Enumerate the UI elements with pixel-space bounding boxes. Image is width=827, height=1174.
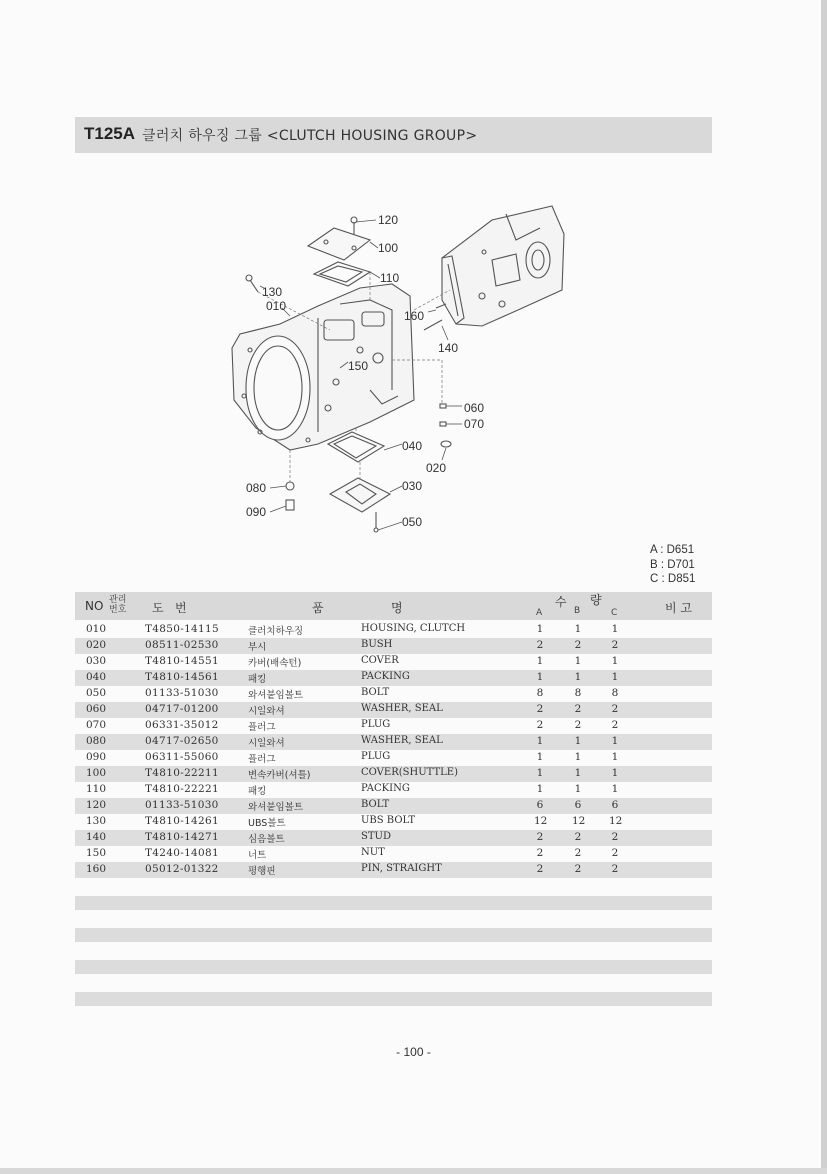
- cell-part-number: 06311-55060: [145, 751, 219, 763]
- table-row: [75, 798, 712, 814]
- cell-qty-c: 2: [611, 831, 619, 843]
- cell-name-en: PLUG: [361, 719, 391, 730]
- cell-qty-c: 8: [611, 687, 619, 699]
- cell-qty-b: 2: [574, 639, 582, 651]
- cell-qty-a: 2: [536, 703, 544, 715]
- section-title: 클러치 하우징 그룹 <CLUTCH HOUSING GROUP>: [142, 128, 478, 144]
- callout-label: 030: [402, 479, 423, 493]
- empty-table-row: [75, 992, 712, 1006]
- table-row: [75, 814, 712, 830]
- model-b: B : D701: [650, 558, 695, 571]
- cell-part-number: 05012-01322: [145, 863, 219, 875]
- table-row: [75, 862, 712, 878]
- page-edge: [821, 0, 827, 1174]
- callout-label: 140: [438, 341, 459, 355]
- cell-qty-a: 2: [536, 831, 544, 843]
- cell-qty-a: 12: [534, 815, 548, 827]
- cell-part-number: T4810-14561: [145, 671, 219, 683]
- cell-no: 120: [86, 799, 107, 811]
- cell-qty-b: 2: [574, 719, 582, 731]
- cell-name-en: PLUG: [361, 751, 391, 762]
- cell-part-number: T4810-14551: [145, 655, 219, 667]
- callout-label: 100: [378, 241, 399, 255]
- cell-part-number: T4810-22221: [145, 783, 219, 795]
- table-row: [75, 750, 712, 766]
- cell-qty-c: 2: [611, 703, 619, 715]
- cell-qty-b: 1: [574, 767, 582, 779]
- table-row: [75, 638, 712, 654]
- header-mgmt-top: 관리: [109, 595, 127, 605]
- table-row: [75, 622, 712, 638]
- cell-qty-a: 2: [536, 719, 544, 731]
- empty-table-row: [75, 960, 712, 974]
- header-col-b: B: [574, 606, 581, 616]
- cell-no: 100: [86, 767, 107, 779]
- parts-table-body: [75, 622, 712, 878]
- cell-qty-c: 1: [611, 655, 619, 667]
- header-mgmt-bottom: 번호: [109, 605, 127, 615]
- cell-name-kr: 시일와셔: [248, 738, 285, 749]
- header-qty-2: 량: [590, 593, 602, 607]
- cell-qty-b: 1: [574, 671, 582, 683]
- cell-qty-c: 1: [611, 735, 619, 747]
- table-header: [75, 592, 712, 620]
- cell-qty-a: 6: [536, 799, 544, 811]
- page-edge: [0, 1168, 827, 1174]
- section-code: T125A: [84, 124, 136, 143]
- cell-qty-c: 1: [611, 623, 619, 635]
- cell-qty-b: 2: [574, 863, 582, 875]
- cell-qty-a: 1: [536, 767, 544, 779]
- cell-name-en: COVER(SHUTTLE): [361, 767, 458, 778]
- empty-table-row: [75, 928, 712, 942]
- callout-label: 040: [402, 439, 423, 453]
- header-col-a: A: [536, 608, 543, 618]
- cell-name-kr: 시일와셔: [248, 706, 285, 717]
- cell-qty-b: 2: [574, 831, 582, 843]
- cell-qty-c: 2: [611, 639, 619, 651]
- cell-no: 040: [86, 671, 107, 683]
- callout-label: 070: [464, 417, 485, 431]
- callout-label: 130: [262, 285, 283, 299]
- cell-qty-a: 2: [536, 863, 544, 875]
- cell-qty-c: 6: [611, 799, 619, 811]
- cell-qty-a: 1: [536, 671, 544, 683]
- cell-part-number: 01133-51030: [145, 687, 219, 699]
- cell-name-en: BOLT: [361, 799, 390, 810]
- cell-name-kr: 와셔붙임볼트: [248, 802, 304, 813]
- cell-qty-a: 1: [536, 783, 544, 795]
- callout-label: 010: [266, 299, 287, 313]
- table-row: [75, 830, 712, 846]
- table-row: [75, 766, 712, 782]
- cell-no: 140: [86, 831, 107, 843]
- cell-part-number: T4850-14115: [145, 623, 219, 635]
- cell-qty-a: 8: [536, 687, 544, 699]
- cell-no: 060: [86, 703, 107, 715]
- cell-qty-c: 1: [611, 751, 619, 763]
- cell-qty-a: 1: [536, 751, 544, 763]
- cell-qty-b: 2: [574, 847, 582, 859]
- cell-part-number: T4810-22211: [145, 767, 219, 779]
- exploded-parts-diagram: [220, 200, 600, 545]
- table-row: [75, 718, 712, 734]
- header-remarks: 비 고: [665, 601, 692, 615]
- cell-name-en: PACKING: [361, 671, 410, 682]
- cell-name-en: NUT: [361, 847, 385, 858]
- cell-no: 090: [86, 751, 107, 763]
- cell-qty-b: 1: [574, 783, 582, 795]
- cell-qty-c: 2: [611, 847, 619, 859]
- callout-label: 050: [402, 515, 423, 529]
- header-part-name-1: 품: [312, 601, 324, 615]
- header-col-c: C: [611, 608, 618, 618]
- cell-name-kr: 플러그: [248, 722, 276, 733]
- table-row: [75, 670, 712, 686]
- cell-no: 150: [86, 847, 107, 859]
- callout-label: 150: [348, 359, 369, 373]
- callout-label: 080: [246, 481, 267, 495]
- callout-label: 110: [380, 271, 400, 285]
- cell-name-kr: 부시: [248, 642, 267, 653]
- cell-no: 110: [86, 783, 107, 795]
- callout-label: 060: [464, 401, 485, 415]
- cell-qty-b: 12: [572, 815, 586, 827]
- table-row: [75, 846, 712, 862]
- cell-no: 070: [86, 719, 107, 731]
- cell-no: 080: [86, 735, 107, 747]
- table-row: [75, 782, 712, 798]
- cell-part-number: T4240-14081: [145, 847, 219, 859]
- cell-name-en: BOLT: [361, 687, 390, 698]
- page-number: - 100 -: [396, 1045, 431, 1059]
- table-row: [75, 702, 712, 718]
- cell-qty-a: 2: [536, 847, 544, 859]
- cell-name-kr: 패킹: [248, 786, 267, 797]
- cell-no: 030: [86, 655, 107, 667]
- cell-no: 050: [86, 687, 107, 699]
- cell-no: 160: [86, 863, 107, 875]
- cell-qty-c: 2: [611, 863, 619, 875]
- cell-qty-a: 2: [536, 639, 544, 651]
- cell-no: 020: [86, 639, 107, 651]
- callout-label: 020: [426, 461, 447, 475]
- cell-qty-b: 1: [574, 735, 582, 747]
- cell-name-en: STUD: [361, 831, 391, 842]
- model-a: A : D651: [650, 544, 695, 556]
- header-qty-1: 수: [555, 595, 567, 609]
- cell-name-en: HOUSING, CLUTCH: [361, 623, 466, 634]
- cell-part-number: 06331-35012: [145, 719, 219, 731]
- cell-name-en: UBS BOLT: [361, 815, 416, 826]
- cell-qty-c: 1: [611, 767, 619, 779]
- cell-part-number: T4810-14271: [145, 831, 219, 843]
- cell-qty-c: 12: [609, 815, 623, 827]
- cell-name-kr: 카버(배속턴): [248, 658, 302, 669]
- cell-qty-b: 6: [574, 799, 582, 811]
- cell-name-kr: 평행핀: [248, 866, 276, 877]
- cell-no: 130: [86, 815, 107, 827]
- cell-name-en: PACKING: [361, 783, 410, 794]
- table-row: [75, 654, 712, 670]
- cell-qty-c: 1: [611, 783, 619, 795]
- callout-label: 120: [378, 213, 399, 227]
- cell-qty-b: 8: [574, 687, 582, 699]
- cell-name-kr: 클러치하우징: [248, 626, 304, 637]
- cell-qty-b: 1: [574, 751, 582, 763]
- cell-name-en: PIN, STRAIGHT: [361, 863, 442, 874]
- cell-name-en: BUSH: [361, 639, 393, 650]
- empty-table-row: [75, 896, 712, 910]
- header-drawing-no: 도 번: [152, 601, 187, 615]
- cell-qty-a: 1: [536, 735, 544, 747]
- cell-part-number: 04717-02650: [145, 735, 219, 747]
- table-row: [75, 686, 712, 702]
- cell-qty-b: 1: [574, 655, 582, 667]
- model-c: C : D851: [650, 573, 696, 585]
- callout-label: 160: [404, 309, 425, 323]
- cell-no: 010: [86, 623, 107, 635]
- cell-qty-b: 1: [574, 623, 582, 635]
- cell-part-number: 01133-51030: [145, 799, 219, 811]
- cell-name-en: WASHER, SEAL: [361, 703, 443, 714]
- cell-qty-b: 2: [574, 703, 582, 715]
- model-legend: [650, 543, 695, 587]
- cell-part-number: 08511-02530: [145, 639, 219, 651]
- cell-qty-a: 1: [536, 623, 544, 635]
- cell-part-number: T4810-14261: [145, 815, 219, 827]
- header-part-name-2: 명: [391, 601, 403, 615]
- cell-name-kr: 너트: [248, 850, 267, 861]
- cell-qty-a: 1: [536, 655, 544, 667]
- cell-part-number: 04717-01200: [145, 703, 219, 715]
- cell-name-kr: UBS볼트: [248, 818, 286, 829]
- cell-qty-c: 2: [611, 719, 619, 731]
- title-bar: [75, 117, 712, 153]
- cell-name-kr: 패킹: [248, 674, 267, 685]
- table-row: [75, 734, 712, 750]
- cell-name-kr: 변속카버(셔틀): [248, 770, 311, 781]
- cell-name-en: WASHER, SEAL: [361, 735, 443, 746]
- cell-qty-c: 1: [611, 671, 619, 683]
- cell-name-kr: 플러그: [248, 754, 276, 765]
- cell-name-kr: 심음볼트: [248, 834, 285, 845]
- callout-label: 090: [246, 505, 267, 519]
- header-no: NO: [85, 599, 104, 613]
- cell-name-en: COVER: [361, 655, 399, 666]
- cell-name-kr: 와셔붙임볼트: [248, 690, 304, 701]
